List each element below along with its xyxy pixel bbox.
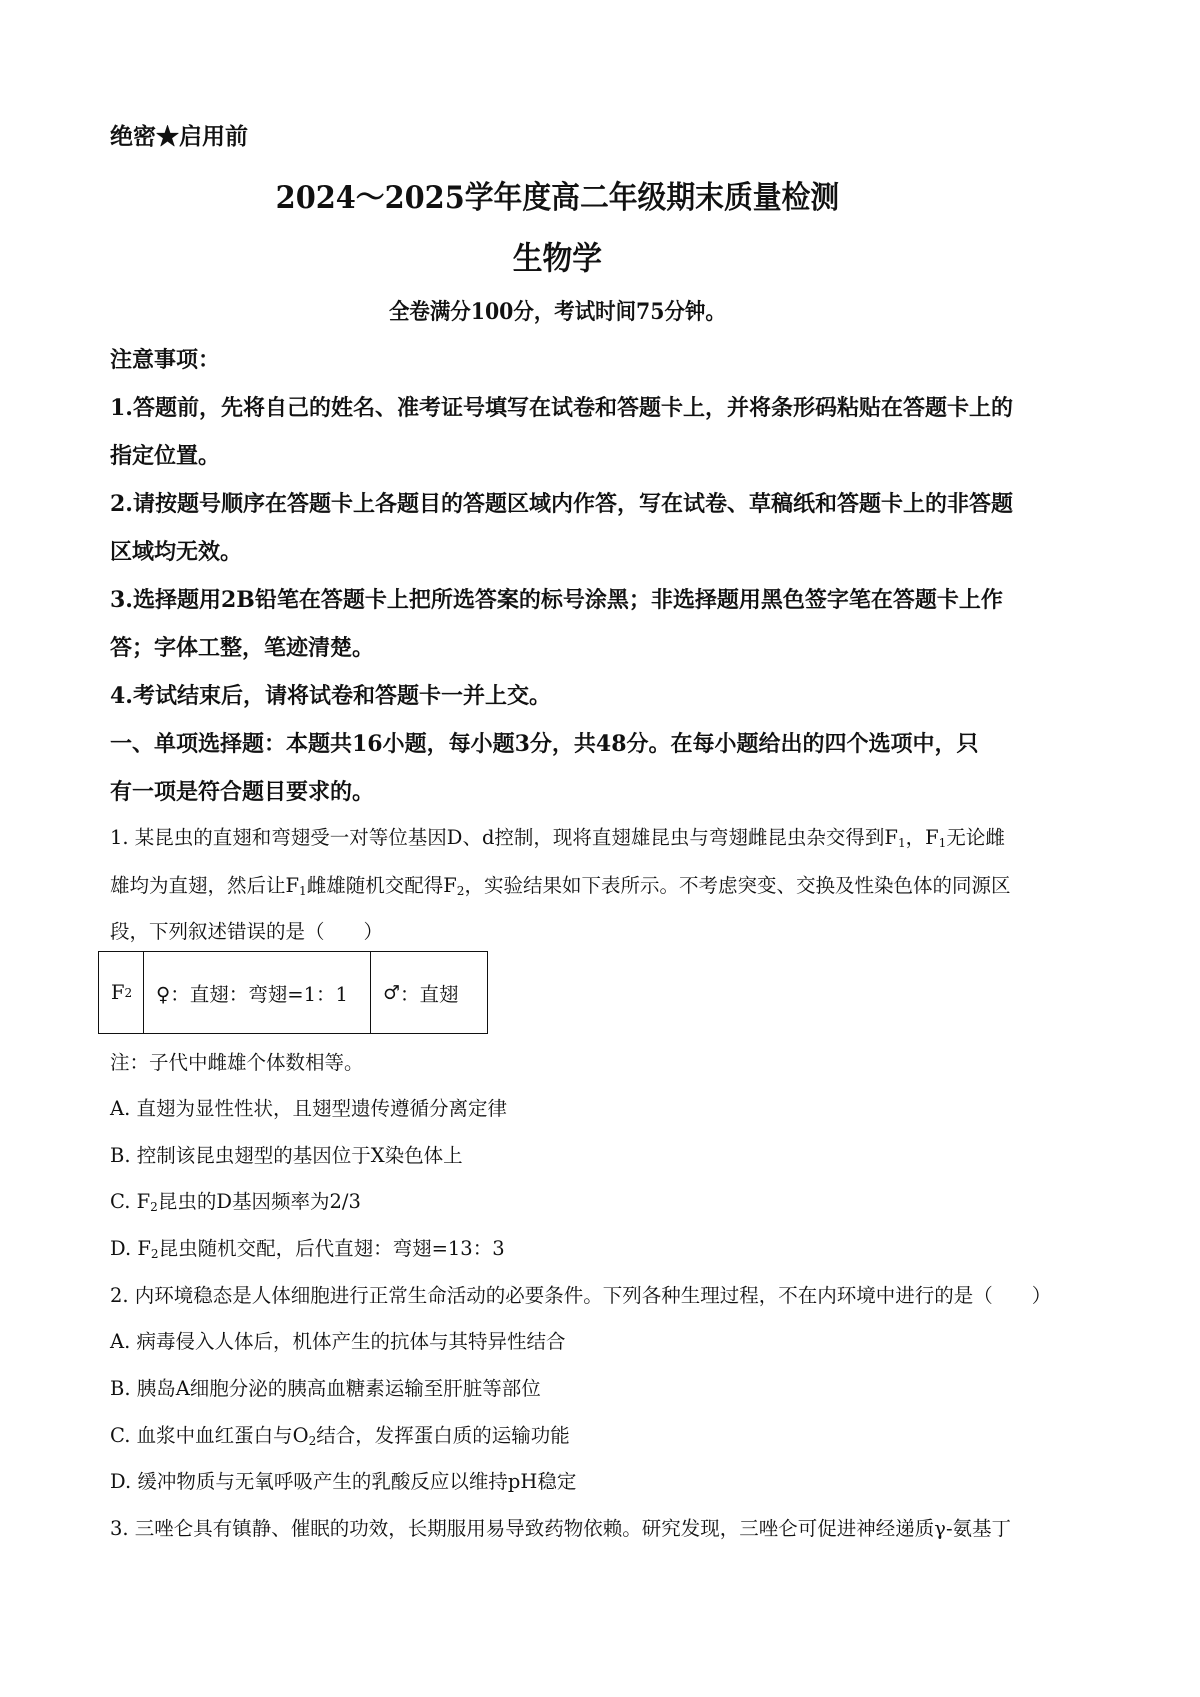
q3-stem: 3. 三唑仑具有镇静、催眠的功效，长期服用易导致药物依赖。研究发现，三唑仑可促进神经递质γ-氨基丁	[110, 1517, 1012, 1540]
q1-result-table	[98, 951, 488, 1034]
notes-heading: 注意事项：	[110, 347, 221, 373]
subject-title: 生物学	[512, 239, 602, 277]
note-line: 2.请按题号顺序在答题卡上各题目的答题区域内作答，写在试卷、草稿纸和答题卡上的非答题	[110, 491, 1013, 517]
exam-title: 2024～2025学年度高二年级期末质量检测	[275, 180, 840, 216]
q2-option-d: D. 缓冲物质与无氧呼吸产生的乳酸反应以维持pH稳定	[110, 1470, 577, 1493]
table-cell-female: ♀：直翅：弯翅=1：1	[144, 952, 371, 1033]
section-heading: 一、单项选择题：本题共16小题，每小题3分，共48分。在每小题给出的四个选项中，只	[110, 731, 979, 757]
q1-note: 注：子代中雌雄个体数相等。	[110, 1051, 364, 1074]
section-heading-cont: 有一项是符合题目要求的。	[110, 779, 375, 805]
q1-option-b: B. 控制该昆虫翅型的基因位于X染色体上	[110, 1144, 463, 1167]
secret-mark: 绝密★启用前	[110, 123, 248, 150]
q2-option-a: A. 病毒侵入人体后，机体产生的抗体与其特异性结合	[110, 1330, 566, 1353]
note-line: 答；字体工整，笔迹清楚。	[110, 635, 375, 661]
q1-option-a: A. 直翅为显性性状，且翅型遗传遵循分离定律	[110, 1097, 507, 1120]
q2-option-c: C. 血浆中血红蛋白与$O_2$结合，发挥蛋白质的运输功能	[110, 1424, 570, 1449]
table-cell-generation: F 2	[99, 952, 144, 1033]
q2-stem: 2. 内环境稳态是人体细胞进行正常生命活动的必要条件。下列各种生理过程，不在内环境中进行的是（ ）	[110, 1284, 1052, 1307]
table-cell-male: ♂ ：直翅	[383, 981, 459, 1006]
note-line: 3.选择题用2B铅笔在答题卡上把所选答案的标号涂黑；非选择题用黑色签字笔在答题卡上作	[110, 587, 1003, 613]
q1-stem-line2: 雄均为直翅，然后让$F_1$雌雄随机交配得$F_2$，实验结果如下表所示。不考虑突变、交换及性染色体的同源区	[110, 874, 1011, 899]
q1-stem-line3: 段，下列叙述错误的是（ ）	[110, 920, 384, 943]
q1-option-d: D. $F_2$昆虫随机交配，后代直翅：弯翅=13：3	[110, 1237, 505, 1262]
q1-option-c: C. $F_2$昆虫的D基因频率为2/3	[110, 1190, 361, 1215]
note-line: 1.答题前，先将自己的姓名、准考证号填写在试卷和答题卡上，并将条形码粘贴在答题卡上的	[110, 395, 1013, 421]
q1-stem-line1: 1. 某昆虫的直翅和弯翅受一对等位基因D、d控制，现将直翅雄昆虫与弯翅雌昆虫杂交得到$F_1$，$F_1$无论雌	[110, 826, 1005, 851]
note-line: 4.考试结束后，请将试卷和答题卡一并上交。	[110, 683, 551, 709]
q2-option-b: B. 胰岛A细胞分泌的胰高血糖素运输至肝脏等部位	[110, 1377, 541, 1400]
note-line: 指定位置。	[110, 443, 221, 469]
exam-info: 全卷满分100分，考试时间75分钟。	[388, 299, 726, 325]
note-line: 区域均无效。	[110, 539, 243, 565]
